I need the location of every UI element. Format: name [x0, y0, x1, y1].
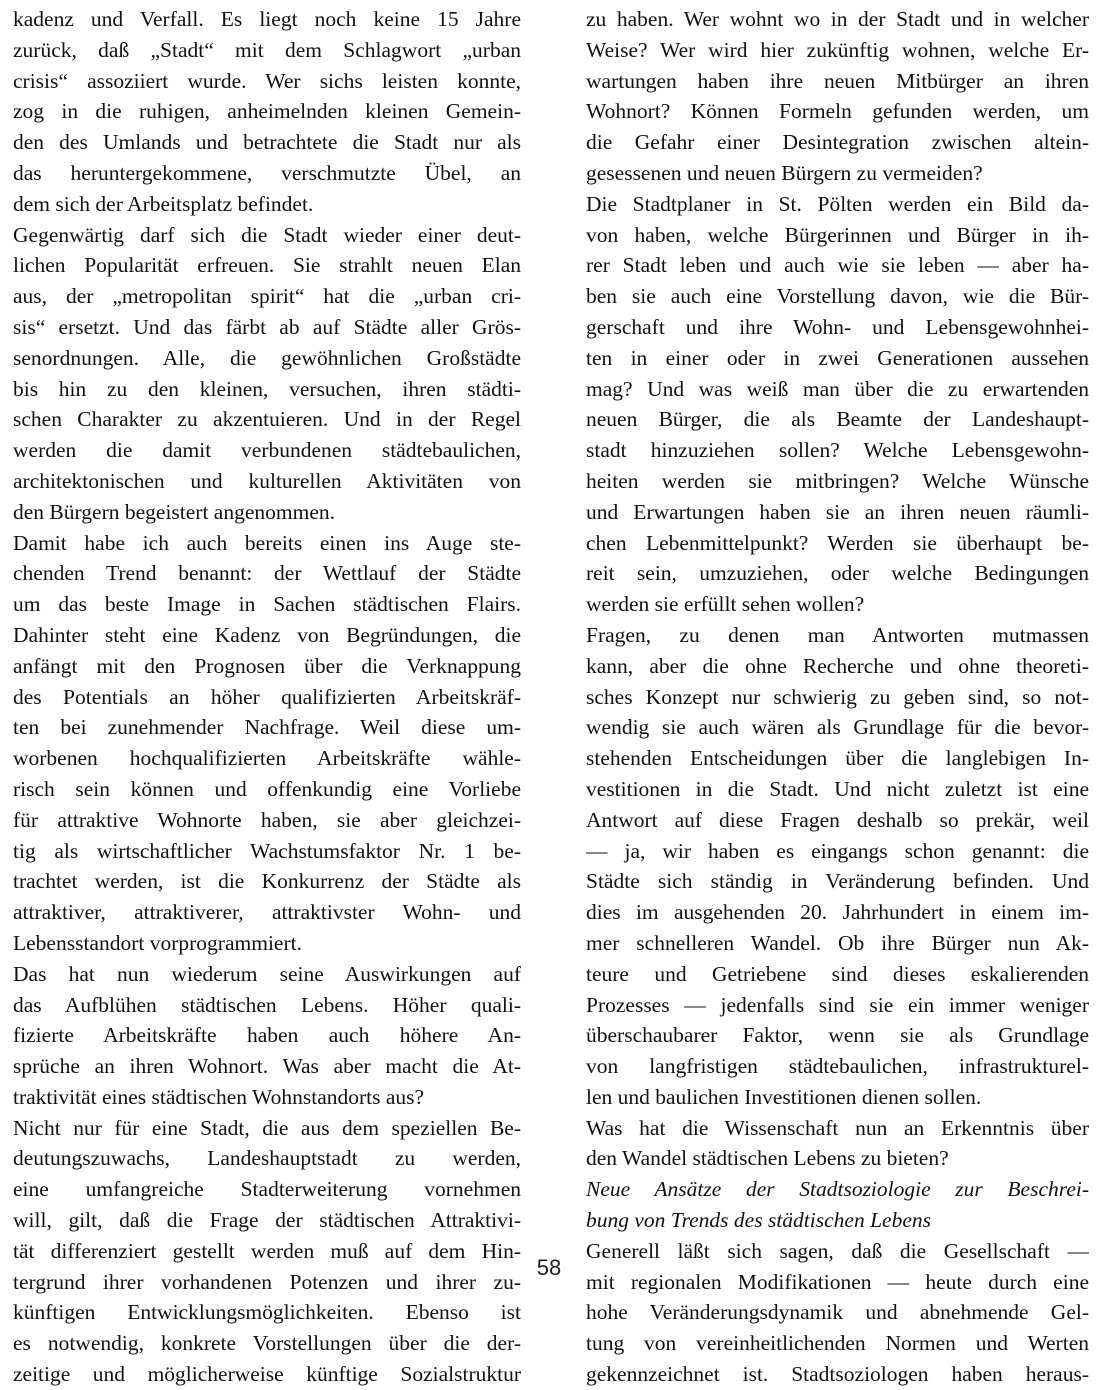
text-line: vestitionen in die Stadt. Und nicht zuletzt ist eine: [586, 776, 1089, 801]
text-line: Städte sich ständig in Veränderung befinden. Und: [586, 869, 1089, 894]
text-line: reit sein, umzuziehen, oder welche Bedingungen: [586, 561, 1089, 586]
text-line: Damit habe ich auch bereits einen ins Auge ste-: [13, 530, 521, 555]
text-line: sis“ ersetzt. Und das färbt ab auf Städte aller Grös-: [13, 314, 521, 339]
text-line: will, gilt, daß die Frage der städtischen Attraktivi-: [13, 1208, 521, 1233]
text-line: crisis“ assoziiert wurde. Wer sichs leisten konnte,: [13, 68, 521, 93]
text-line: eine umfangreiche Stadterweiterung vornehmen: [13, 1177, 521, 1202]
text-line: wendig sie auch wären als Grundlage für die bevor-: [586, 715, 1089, 740]
text-line: Antwort auf diese Fragen deshalb so prekär, weil: [586, 807, 1089, 832]
text-line: werden sie erfüllt sehen wollen?: [586, 592, 865, 617]
text-line: Gegenwärtig darf sich die Stadt wieder einer deut-: [13, 222, 521, 247]
text-line: wartungen haben ihre neuen Mitbürger an ihren: [586, 68, 1089, 93]
text-line: ben sie auch eine Vorstellung davon, wie die Bür-: [586, 284, 1089, 309]
text-line: ten bei zunehmender Nachfrage. Weil diese um-: [13, 715, 521, 740]
text-line: Weise? Wer wird hier zukünftig wohnen, welche Er-: [586, 37, 1089, 62]
text-line: von haben, welche Bürgerinnen und Bürger in ih-: [586, 222, 1089, 247]
text-line: neuen Bürger, die als Beamte der Landeshaupt-: [586, 407, 1089, 432]
text-line: die Gefahr einer Desintegration zwischen altein-: [586, 130, 1089, 155]
text-line: Fragen, zu denen man Antworten mutmassen: [586, 622, 1089, 647]
text-line: len und baulichen Investitionen dienen sollen.: [586, 1084, 982, 1109]
left-text-column: [13, 4, 521, 1390]
text-line: traktivität eines städtischen Wohnstandorts aus?: [13, 1084, 425, 1109]
text-line: um das beste Image in Sachen städtischen Flairs.: [13, 592, 521, 617]
text-line: Neue Ansätze der Stadtsoziologie zur Beschrei-: [586, 1177, 1089, 1202]
text-line: es notwendig, konkrete Vorstellungen über die der-: [13, 1331, 521, 1356]
text-line: zu haben. Wer wohnt wo in der Stadt und in welcher: [586, 7, 1089, 31]
text-line: Nicht nur für eine Stadt, die aus dem speziellen Be-: [13, 1115, 521, 1140]
text-line: zog in die ruhigen, anheimelnden kleinen Gemein-: [13, 99, 521, 124]
text-line: zeitige und möglicherweise künftige Sozialstruktur: [13, 1362, 521, 1387]
text-line: gerschaft und ihre Wohn- und Lebensgewohnhei-: [586, 314, 1089, 339]
page-number: 58: [536, 1255, 562, 1280]
text-line: den des Umlands und betrachtete die Stadt nur als: [13, 130, 521, 155]
text-line: schen Charakter zu akzentuieren. Und in der Regel: [13, 407, 521, 432]
text-line: den Bürgern begeistert angenommen.: [13, 499, 336, 524]
text-line: Was hat die Wissenschaft nun an Erkenntnis über: [586, 1115, 1089, 1140]
text-line: sprüche an ihren Wohnort. Was aber macht die At-: [13, 1054, 521, 1079]
right-text-column: [586, 4, 1089, 1390]
text-line: rer Stadt leben und auch wie sie leben — aber ha-: [586, 253, 1089, 278]
text-line: künftigen Entwicklungsmöglichkeiten. Ebenso ist: [13, 1300, 521, 1325]
text-line: heiten werden sie mitbringen? Welche Wünsche: [586, 468, 1089, 493]
text-line: teure und Getriebene sind dieses eskalierenden: [586, 961, 1089, 986]
text-line: des Potentials an höher qualifizierten Arbeitskräf-: [13, 684, 521, 709]
text-line: den Wandel städtischen Lebens zu bieten?: [586, 1146, 949, 1171]
text-line: das heruntergekommene, verschmutzte Übel, an: [13, 160, 521, 185]
text-line: tung von vereinheitlichenden Normen und Werten: [586, 1331, 1089, 1356]
text-line: dies im ausgehenden 20. Jahrhundert in einem im-: [586, 900, 1089, 925]
text-line: chenden Trend benannt: der Wettlauf der Städte: [13, 561, 521, 586]
text-line: kann, aber die ohne Recherche und ohne theoreti-: [586, 653, 1089, 678]
text-line: aus, der „metropolitan spirit“ hat die „urban cri-: [13, 284, 521, 309]
text-line: worbenen hochqualifizierten Arbeitskräfte wähle-: [13, 746, 521, 771]
text-line: überschaubarer Faktor, wenn sie als Grundlage: [586, 1023, 1089, 1048]
text-line: bis hin zu den kleinen, versuchen, ihren städti-: [13, 376, 521, 401]
text-line: Das hat nun wiederum seine Auswirkungen auf: [13, 961, 521, 986]
text-line: tät differenziert gestellt werden muß auf dem Hin-: [13, 1238, 521, 1263]
text-line: gesessenen und neuen Bürgern zu vermeiden?: [586, 160, 983, 185]
text-line: stadt hinzuziehen sollen? Welche Lebensgewohn-: [586, 438, 1089, 463]
text-line: senordnungen. Alle, die gewöhnlichen Großstädte: [13, 345, 521, 370]
text-line: architektonischen und kulturellen Aktivitäten von: [13, 468, 521, 493]
text-line: für attraktive Wohnorte haben, sie aber gleichzei-: [13, 807, 521, 832]
text-line: Dahinter steht eine Kadenz von Begründungen, die: [13, 622, 521, 647]
text-line: werden die damit verbundenen städtebaulichen,: [13, 438, 521, 463]
text-line: chen Lebenmittelpunkt? Werden sie überhaupt be-: [586, 530, 1089, 555]
text-line: ten in einer oder in zwei Generationen aussehen: [586, 345, 1089, 370]
text-line: von langfristigen städtebaulichen, infrastrukturel-: [586, 1054, 1089, 1079]
text-line: tig als wirtschaftlicher Wachstumsfaktor Nr. 1 be-: [13, 838, 521, 863]
text-line: gekennzeichnet ist. Stadtsoziologen haben heraus-: [586, 1362, 1089, 1387]
text-line: das Aufblühen städtischen Lebens. Höher quali-: [13, 992, 521, 1017]
text-line: trachtet werden, ist die Konkurrenz der Städte als: [13, 869, 521, 894]
text-line: Generell läßt sich sagen, daß die Gesellschaft —: [586, 1238, 1089, 1263]
text-line: dem sich der Arbeitsplatz befindet.: [13, 191, 314, 216]
text-line: zurück, daß „Stadt“ mit dem Schlagwort „urban: [13, 37, 521, 62]
text-line: bung von Trends des städtischen Lebens: [586, 1208, 931, 1233]
text-line: Lebensstandort vorprogrammiert.: [13, 930, 302, 955]
text-line: anfängt mit den Prognosen über die Verknappung: [13, 653, 521, 678]
text-line: hohe Veränderungsdynamik und abnehmende Gel-: [586, 1300, 1089, 1325]
text-line: tergrund ihrer vorhandenen Potenzen und ihrer zu-: [13, 1269, 521, 1294]
text-line: risch sein können und offenkundig eine Vorliebe: [13, 776, 521, 801]
text-line: lichen Popularität erfreuen. Sie strahlt neuen Elan: [13, 253, 521, 278]
text-line: sches Konzept nur schwierig zu geben sind, so not-: [586, 684, 1089, 709]
text-line: Prozesses — jedenfalls sind sie ein immer weniger: [586, 992, 1089, 1017]
text-line: — ja, wir haben es eingangs schon genannt: die: [586, 838, 1089, 863]
text-line: mer schnelleren Wandel. Ob ihre Bürger nun Ak-: [586, 930, 1089, 955]
text-line: deutungszuwachs, Landeshauptstadt zu werden,: [13, 1146, 521, 1171]
text-line: mit regionalen Modifikationen — heute durch eine: [586, 1269, 1089, 1294]
text-line: fizierte Arbeitskräfte haben auch höhere An-: [13, 1023, 521, 1048]
text-line: stehenden Entscheidungen über die langlebigen In-: [586, 746, 1089, 771]
text-line: und Erwartungen haben sie an ihren neuen räumli-: [586, 499, 1089, 524]
text-line: attraktiver, attraktiverer, attraktivster Wohn- und: [13, 900, 521, 925]
text-line: Die Stadtplaner in St. Pölten werden ein Bild da-: [586, 191, 1089, 216]
text-line: mag? Und was weiß man über die zu erwartenden: [586, 376, 1089, 401]
text-line: Wohnort? Können Formeln gefunden werden, um: [586, 99, 1089, 124]
text-line: kadenz und Verfall. Es liegt noch keine 15 Jahre: [13, 7, 521, 31]
